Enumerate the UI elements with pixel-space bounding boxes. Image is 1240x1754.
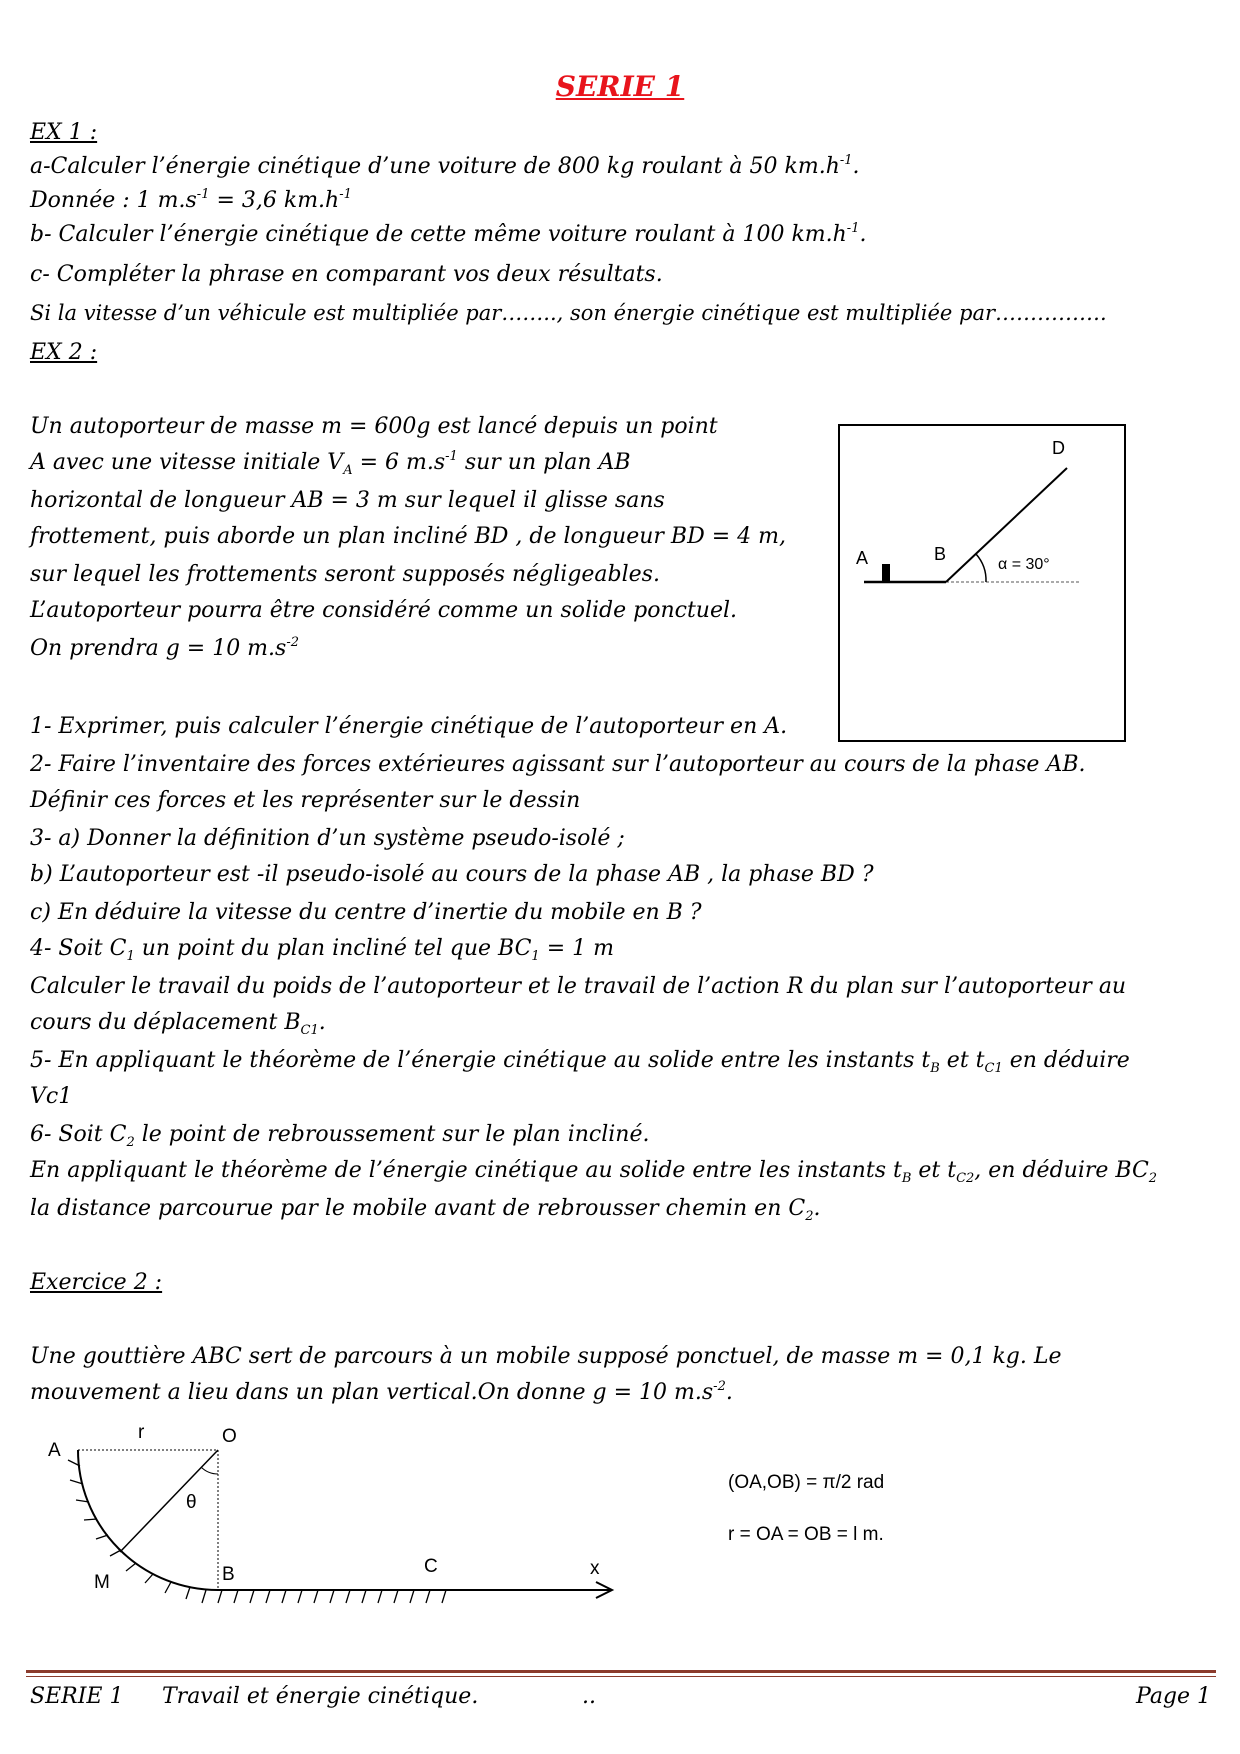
exercice2-line-1: Une gouttière ABC sert de parcours à un mobile supposé ponctuel, de masse m = 0,1 kg. Le [30,1344,1062,1369]
ex1-sentence: Si la vitesse d’un véhicule est multipliée par…….., son énergie cinétique est multipliée par……………. [30,301,1107,325]
ex2-question-3b: b) L’autoporteur est -il pseudo-isolé au cours de la phase AB , la phase BD ? [30,862,874,887]
footer-series: SERIE 1 [30,1684,124,1709]
inclined-plane-figure [838,424,1126,742]
exercice2-heading: Exercice 2 : [30,1270,163,1295]
footer-rule-thin [26,1676,1216,1677]
fig2-label-c: C [424,1556,438,1577]
fig2-note-radius: r = OA = OB = l m. [728,1524,884,1545]
ex2-question-6-line3: la distance parcourue par le mobile avant de rebrousser chemin en $C_2$. [30,1196,821,1224]
radius-om [120,1450,218,1552]
ex1-question-c: c- Compléter la phrase en comparant vos deux résultats. [30,262,663,287]
ex1-question-a: a-Calculer l’énergie cinétique d’une voiture de 800 kg roulant à 50 $km.h^{-1}$. [30,153,860,179]
ex2-line-3: horizontal de longueur AB = 3 m sur lequel il glisse sans [30,488,665,513]
footer-topic: Travail et énergie cinétique. [162,1684,479,1709]
ex2-question-5: 5- En appliquant le théorème de l’énergie cinétique au solide entre les instants $t_B$ et $t_{C1}$ en déduire [30,1048,1130,1076]
ex2-question-6: 6- Soit $C_2$ le point de rebroussement sur le plan incliné. [30,1122,650,1150]
ex2-line-4: frottement, puis aborde un plan incliné BD , de longueur BD = 4 m, [30,524,786,549]
ex2-question-2: 2- Faire l’inventaire des forces extérieures agissant sur l’autoporteur au cours de la phase AB. [30,752,1086,777]
ex2-question-1: 1- Exprimer, puis calculer l’énergie cinétique de l’autoporteur en A. [30,714,788,739]
fig2-label-o: O [222,1426,237,1447]
fig1-label-a: A [856,548,869,568]
exercice2-line-2: mouvement a lieu dans un plan vertical.On donne g = 10 $m.s^{-2}$. [30,1379,733,1405]
ex2-question-3a: 3- a) Donner la définition d’un système pseudo-isolé ; [30,826,625,851]
fig2-label-b: B [222,1564,235,1585]
footer-rule [26,1670,1216,1673]
ex2-question-3c: c) En déduire la vitesse du centre d’inertie du mobile en B ? [30,900,702,925]
fig1-angle-label: α = 30° [998,556,1050,573]
fig2-note-angle: (OA,OB) = π/2 rad [728,1472,885,1493]
ex2-question-4-line2: Calculer le travail du poids de l’autoporteur et le travail de l’action R du plan sur l’autoporteur au [30,974,1127,999]
ex2-line-1: Un autoporteur de masse m = 600g est lancé depuis un point [30,414,718,439]
ex2-line-7: On prendra g = 10 $m.s^{-2}$ [30,635,300,661]
ex2-question-2b: Définir ces forces et les représenter sur le dessin [30,788,581,813]
ex2-line-6: L’autoporteur pourra être considéré comme un solide ponctuel. [30,598,738,623]
footer-dots: .. [582,1684,596,1709]
ex2-line-5: sur lequel les frottements seront supposés négligeables. [30,562,660,587]
fig1-label-b: B [934,544,947,564]
gutter-hatching [68,1460,446,1603]
footer-page-number: Page 1 [1136,1684,1212,1709]
ex1-heading: EX 1 : [30,120,98,145]
angle-arc [976,554,986,582]
ex2-question-6-line2: En appliquant le théorème de l’énergie cinétique au solide entre les instants $t_B$ et $t_{C2}$, en déduire $BC_2$ [30,1158,1158,1186]
fig2-label-theta: θ [186,1492,197,1513]
ex2-question-4-line3: cours du déplacement $B_{C1}$. [30,1010,326,1038]
fig2-label-r: r [138,1422,145,1443]
page-title: SERIE 1 [555,70,685,103]
fig2-label-m: M [94,1572,110,1593]
ex2-line-2: A avec une vitesse initiale $V_A = 6$ $m.s^{-1}$ sur un plan AB [30,449,631,478]
ex2-question-5-line2: Vc1 [30,1084,73,1109]
ex2-question-4: 4- Soit $C_1$ un point du plan incliné tel que $BC_1 = 1$ m [30,936,614,964]
fig2-label-x: x [590,1558,600,1579]
fig2-label-a: A [48,1440,61,1461]
ex2-heading: EX 2 : [30,340,98,365]
autoporteur-block [882,564,890,582]
ex1-question-b: b- Calculer l’énergie cinétique de cette même voiture roulant à 100 $km.h^{-1}$. [30,221,867,247]
fig1-label-d: D [1052,438,1065,458]
theta-arc [201,1467,218,1474]
ex1-donnee: Donnée : 1 $m.s^{-1} = 3,6$ $km.h^{-1}$ [30,187,352,213]
